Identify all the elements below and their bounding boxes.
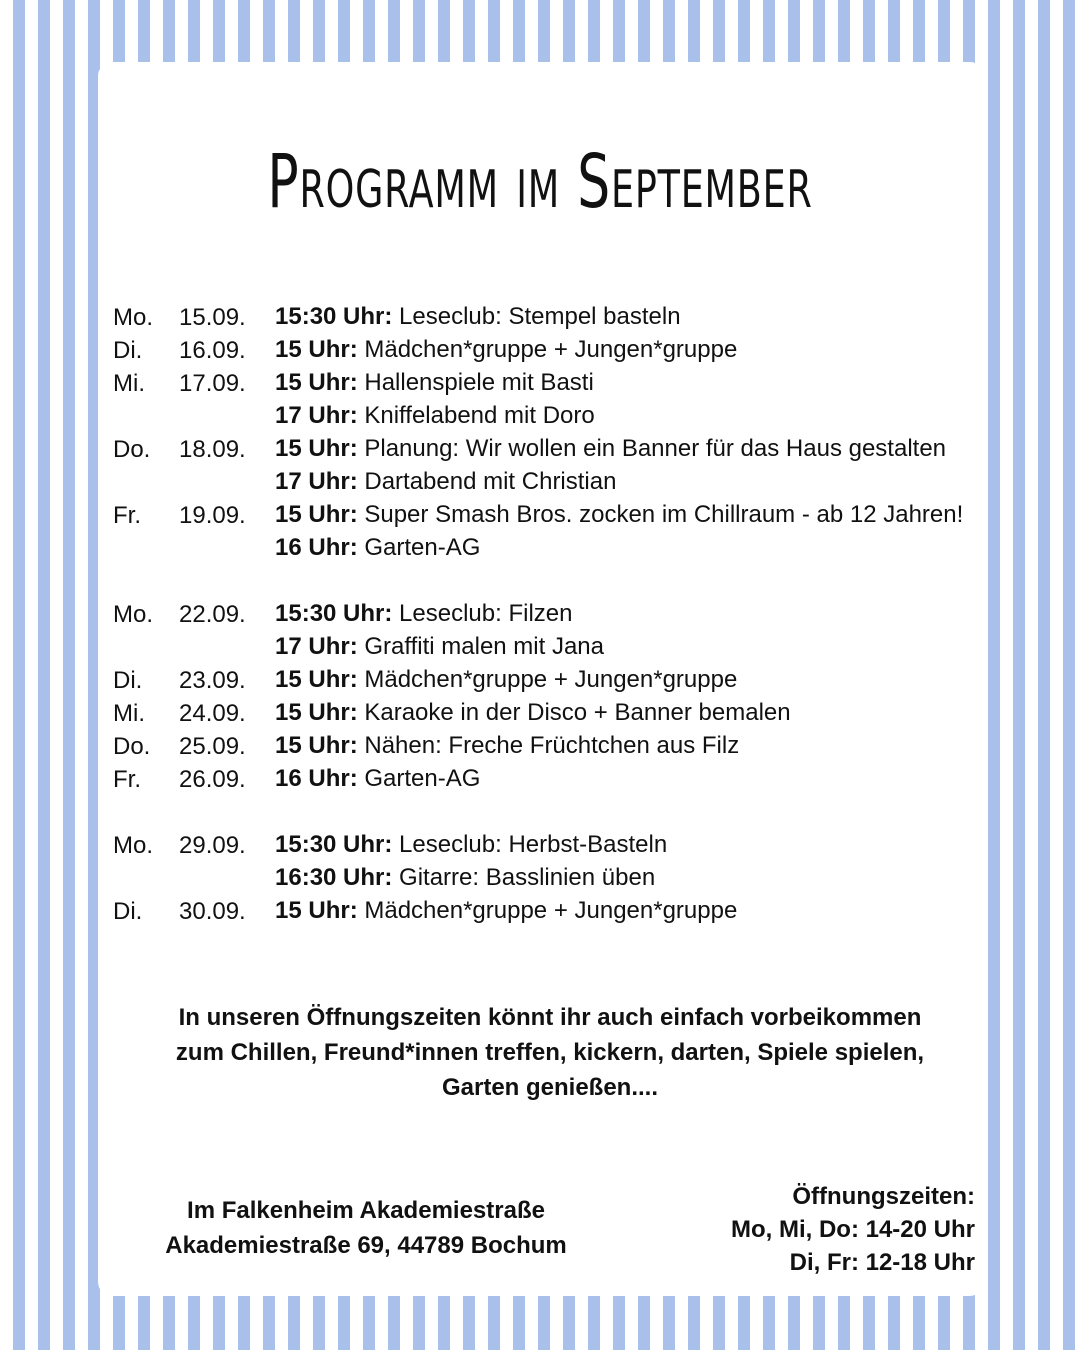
day-label: Mo. [113, 601, 154, 628]
day-label: Mo. [113, 304, 154, 331]
event-text: Gitarre: Basslinien üben [392, 864, 656, 891]
event-time: 15 Uhr: [275, 435, 358, 462]
event-time: 15 Uhr: [275, 501, 358, 528]
date-label: 29.09. [179, 832, 246, 859]
event-time: 15 Uhr: [275, 732, 358, 759]
address-line: Im Falkenheim Akademiestraße [187, 1197, 545, 1224]
schedule-row [113, 894, 993, 927]
event-item [275, 366, 993, 399]
day-label: Do. [113, 733, 151, 760]
date-label: 24.09. [179, 700, 246, 727]
event-item [275, 861, 993, 894]
note-line: In unseren Öffnungszeiten könnt ihr auch einfach vorbeikommen [178, 1004, 922, 1031]
day-label: Fr. [113, 766, 141, 793]
date-label: 26.09. [179, 766, 246, 793]
schedule-row [113, 597, 993, 663]
schedule-row [113, 432, 993, 498]
event-text: Leseclub: Herbst-Basteln [392, 831, 668, 858]
event-time: 17 Uhr: [275, 402, 358, 429]
day-label: Mo. [113, 832, 154, 859]
event-time: 16 Uhr: [275, 765, 358, 792]
date-label: 30.09. [179, 898, 246, 925]
event-item [275, 300, 993, 333]
date-label: 19.09. [179, 502, 246, 529]
hours-line: Di, Fr: 12-18 Uhr [789, 1249, 975, 1276]
event-text: Garten-AG [357, 534, 481, 561]
event-text: Planung: Wir wollen ein Banner für das Haus gestalten [357, 435, 947, 462]
event-time: 15 Uhr: [275, 336, 358, 363]
event-item [275, 762, 993, 795]
schedule-row [113, 828, 993, 894]
day-label: Di. [113, 667, 143, 694]
schedule-row [113, 366, 993, 432]
day-label: Di. [113, 898, 143, 925]
date-label: 18.09. [179, 436, 246, 463]
day-label: Do. [113, 436, 151, 463]
date-label: 16.09. [179, 337, 246, 364]
event-text: Nähen: Freche Früchtchen aus Filz [357, 732, 740, 759]
event-time: 15:30 Uhr: [275, 831, 393, 858]
date-label: 22.09. [179, 601, 246, 628]
event-item [275, 399, 993, 432]
event-item [275, 828, 993, 861]
event-time: 17 Uhr: [275, 633, 358, 660]
event-item [275, 498, 993, 531]
event-time: 15 Uhr: [275, 369, 358, 396]
event-item [275, 432, 993, 465]
schedule-row [113, 729, 993, 762]
schedule-row [113, 333, 993, 366]
schedule-row [113, 498, 993, 564]
event-time: 17 Uhr: [275, 468, 358, 495]
event-text: Leseclub: Stempel basteln [392, 303, 681, 330]
note-line: zum Chillen, Freund*innen treffen, kickern, darten, Spiele spielen, [175, 1039, 925, 1066]
page-title: Programm im September [267, 139, 813, 225]
event-item [275, 630, 993, 663]
week-spacer [113, 795, 993, 828]
event-text: Garten-AG [357, 765, 481, 792]
event-item [275, 465, 993, 498]
event-time: 16:30 Uhr: [275, 864, 393, 891]
event-time: 15 Uhr: [275, 666, 358, 693]
date-label: 17.09. [179, 370, 246, 397]
opening-note [100, 1000, 1000, 1105]
note-line: Garten genießen.... [441, 1074, 659, 1101]
event-text: Leseclub: Filzen [392, 600, 573, 627]
hours-heading: Öffnungszeiten: [792, 1183, 975, 1210]
address-line: Akademiestraße 69, 44789 Bochum [165, 1232, 567, 1259]
event-time: 15 Uhr: [275, 699, 358, 726]
event-item [275, 894, 993, 927]
event-item [275, 597, 993, 630]
address-block [136, 1193, 596, 1263]
hours-line: Mo, Mi, Do: 14-20 Uhr [730, 1216, 975, 1243]
opening-hours [575, 1180, 975, 1279]
event-text: Karaoke in der Disco + Banner bemalen [357, 699, 791, 726]
event-time: 15:30 Uhr: [275, 600, 393, 627]
date-label: 15.09. [179, 304, 246, 331]
day-label: Di. [113, 337, 143, 364]
event-text: Super Smash Bros. zocken im Chillraum - ab 12 Jahren! [357, 501, 964, 528]
schedule-row [113, 696, 993, 729]
event-text: Graffiti malen mit Jana [357, 633, 605, 660]
event-text: Mädchen*gruppe + Jungen*gruppe [357, 336, 738, 363]
event-text: Kniffelabend mit Doro [357, 402, 595, 429]
schedule-row [113, 300, 993, 333]
day-label: Mi. [113, 700, 145, 727]
day-label: Mi. [113, 370, 145, 397]
day-label: Fr. [113, 502, 141, 529]
date-label: 25.09. [179, 733, 246, 760]
schedule-row [113, 762, 993, 795]
event-text: Mädchen*gruppe + Jungen*gruppe [357, 666, 738, 693]
schedule [113, 300, 993, 927]
event-time: 15 Uhr: [275, 897, 358, 924]
event-item [275, 333, 993, 366]
date-label: 23.09. [179, 667, 246, 694]
event-item [275, 696, 993, 729]
event-text: Dartabend mit Christian [357, 468, 617, 495]
week-spacer [113, 564, 993, 597]
event-text: Hallenspiele mit Basti [357, 369, 594, 396]
event-time: 16 Uhr: [275, 534, 358, 561]
schedule-row [113, 663, 993, 696]
event-time: 15:30 Uhr: [275, 303, 393, 330]
event-item [275, 663, 993, 696]
event-text: Mädchen*gruppe + Jungen*gruppe [357, 897, 738, 924]
event-item [275, 729, 993, 762]
event-item [275, 531, 993, 564]
